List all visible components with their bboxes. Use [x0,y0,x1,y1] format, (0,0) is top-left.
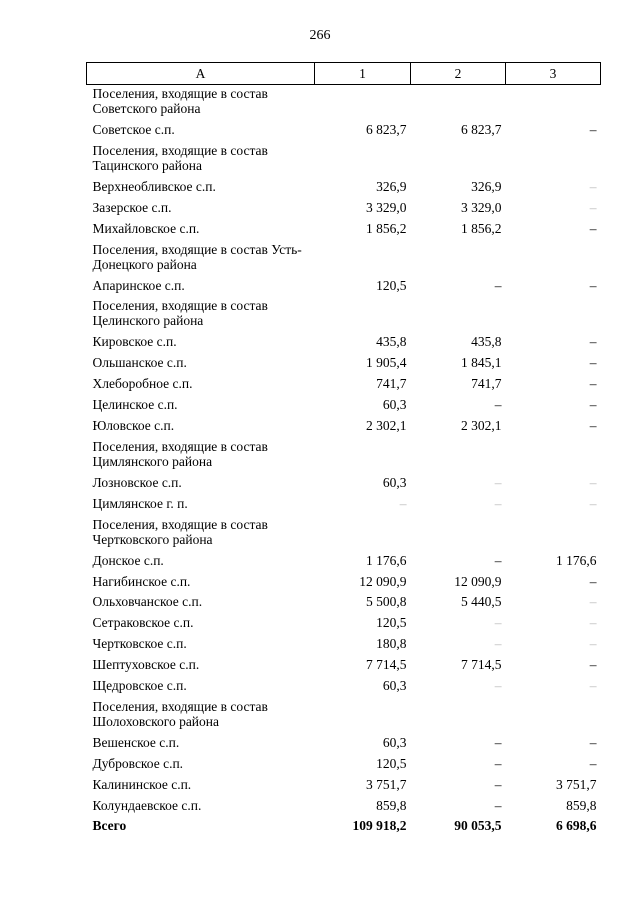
empty-cell [315,142,411,178]
value-col-1: 859,8 [376,797,407,813]
value-col-3: – [589,277,597,293]
value-col-1: 109 918,2 [352,818,407,834]
value-col-3: 859,8 [566,797,597,813]
value-col-2: – [494,678,502,694]
value-col-2: 326,9 [471,178,502,194]
total-label: Всего [92,818,127,834]
empty-cell [411,241,506,277]
value-col-1: 60,3 [382,474,407,490]
settlement-name: Советское с.п. [92,122,175,137]
value-col-3: – [589,755,597,771]
table-row [87,220,601,241]
value-col-2: 435,8 [471,334,502,350]
table-row [87,277,601,298]
header-col-1: 1 [315,63,411,85]
value-col-1: 6 823,7 [366,122,407,137]
settlement-name: Кировское с.п. [92,334,177,350]
table-row [87,333,601,354]
settlement-name: Сетраковское с.п. [92,615,194,631]
value-col-1: 12 090,9 [359,573,407,589]
table-row [87,677,601,698]
district-group-row [87,297,601,333]
empty-cell [411,698,506,734]
value-col-3: – [589,355,597,371]
value-col-1: 180,8 [376,636,407,652]
value-col-3: – [589,657,597,673]
value-col-1: 60,3 [382,678,407,694]
empty-cell [411,297,506,333]
table-row [87,797,601,818]
table-row [87,495,601,516]
empty-cell [411,85,506,122]
value-col-1: 741,7 [376,376,407,392]
data-table [86,62,601,838]
value-col-2: – [494,552,502,568]
empty-cell [315,241,411,277]
table-row [87,178,601,199]
settlement-name: Дубровское с.п. [92,755,184,771]
settlement-name: Апаринское с.п. [92,277,185,293]
district-group-label: Поселения, входящие в состав Чертковского района [92,516,268,547]
value-col-3: – [589,397,597,413]
value-col-3: 1 176,6 [556,552,597,568]
value-col-1: 7 714,5 [366,657,407,673]
value-col-1: 1 856,2 [366,220,407,236]
empty-cell [506,241,601,277]
value-col-2: 3 329,0 [461,199,502,215]
value-col-1: 120,5 [376,277,407,293]
value-col-2: 6 823,7 [461,122,502,137]
district-group-row [87,438,601,474]
settlement-name: Калининское с.п. [92,776,192,792]
table-row [87,734,601,755]
page-number: 266 [309,28,331,43]
value-col-1: 5 500,8 [366,594,407,610]
value-col-3: – [589,573,597,589]
value-col-3: 6 698,6 [556,818,597,834]
value-col-3: 3 751,7 [556,776,597,792]
empty-cell [506,297,601,333]
empty-cell [315,698,411,734]
value-col-3: – [589,376,597,392]
table-row [87,552,601,573]
value-col-1: 1 905,4 [366,355,407,371]
value-col-3: – [589,594,597,610]
settlement-name: Донское с.п. [92,552,164,568]
settlement-name: Ольшанское с.п. [92,355,187,371]
value-col-2: 2 302,1 [461,418,502,434]
value-col-2: – [494,734,502,750]
table-row [87,417,601,438]
value-col-3: – [589,220,597,236]
header-col-3: 3 [506,63,601,85]
header-col-a: А [87,63,315,85]
value-col-1: 120,5 [376,755,407,771]
settlement-name: Целинское с.п. [92,397,178,413]
header-row [87,63,601,85]
value-col-3: – [589,178,597,194]
empty-cell [411,516,506,552]
table-row [87,573,601,594]
value-col-2: 90 053,5 [454,818,502,834]
table-row [87,396,601,417]
value-col-1: 326,9 [376,178,407,194]
table-row [87,121,601,142]
settlement-name: Хлеборобное с.п. [92,376,193,392]
district-group-label: Поселения, входящие в состав Усть-Донецкого района [92,241,302,272]
district-group-label: Поселения, входящие в состав Целинского района [92,298,268,329]
value-col-2: – [494,776,502,792]
empty-cell [506,698,601,734]
table-row [87,776,601,797]
district-group-row [87,85,601,122]
table-row [87,614,601,635]
settlement-name: Юловское с.п. [92,418,175,434]
empty-cell [315,85,411,122]
value-col-2: – [494,474,502,490]
settlement-name: Лозновское с.п. [92,474,182,490]
value-col-1: – [399,495,407,511]
table-row [87,474,601,495]
value-col-1: 120,5 [376,615,407,631]
value-col-3: – [589,334,597,350]
table-row [87,635,601,656]
settlement-name: Михайловское с.п. [92,220,200,236]
table-row [87,199,601,220]
table-row [87,656,601,677]
empty-cell [315,297,411,333]
value-col-2: – [494,277,502,293]
value-col-1: 60,3 [382,397,407,413]
empty-cell [315,516,411,552]
value-col-1: 60,3 [382,734,407,750]
empty-cell [411,142,506,178]
district-group-label: Поселения, входящие в состав Советского района [92,86,268,116]
table-body [87,85,601,839]
table-row [87,593,601,614]
settlement-name: Шептуховское с.п. [92,657,200,673]
district-group-label: Поселения, входящие в состав Шолоховского района [92,698,268,729]
settlement-name: Щедровское с.п. [92,678,187,694]
empty-cell [411,438,506,474]
value-col-3: – [589,678,597,694]
value-col-3: – [589,734,597,750]
value-col-3: – [589,636,597,652]
total-row [87,817,601,838]
value-col-2: 1 856,2 [461,220,502,236]
value-col-1: 2 302,1 [366,418,407,434]
value-col-1: 435,8 [376,334,407,350]
empty-cell [315,438,411,474]
value-col-2: – [494,397,502,413]
value-col-2: – [494,495,502,511]
value-col-2: 1 845,1 [461,355,502,371]
value-col-2: 7 714,5 [461,657,502,673]
value-col-2: – [494,797,502,813]
value-col-2: – [494,615,502,631]
value-col-1: 3 751,7 [366,776,407,792]
value-col-2: 12 090,9 [454,573,502,589]
settlement-name: Верхнеобливское с.п. [92,178,216,194]
value-col-2: – [494,755,502,771]
settlement-name: Нагибинское с.п. [92,573,191,589]
header-col-2: 2 [411,63,506,85]
table-row [87,375,601,396]
table-header [87,63,601,85]
table-row [87,755,601,776]
value-col-3: – [589,474,597,490]
settlement-name: Цимлянское г. п. [92,495,188,511]
settlement-name: Ольховчанское с.п. [92,594,203,610]
value-col-2: 5 440,5 [461,594,502,610]
table-row [87,354,601,375]
empty-cell [506,142,601,178]
settlement-name: Зазерское с.п. [92,199,172,215]
district-group-label: Поселения, входящие в состав Тацинского района [92,142,268,173]
value-col-3: – [589,495,597,511]
value-col-3: – [589,615,597,631]
value-col-3: – [589,199,597,215]
district-group-row [87,241,601,277]
empty-cell [506,438,601,474]
district-group-row [87,142,601,178]
settlement-name: Вешенское с.п. [92,734,180,750]
district-group-label: Поселения, входящие в состав Цимлянского района [92,438,268,469]
value-col-2: – [494,636,502,652]
empty-cell [506,85,601,122]
value-col-1: 3 329,0 [366,199,407,215]
value-col-3: – [589,122,597,137]
value-col-2: 741,7 [471,376,502,392]
empty-cell [506,516,601,552]
district-group-row [87,698,601,734]
value-col-1: 1 176,6 [366,552,407,568]
settlement-name: Чертковское с.п. [92,636,187,652]
district-group-row [87,516,601,552]
value-col-3: – [589,418,597,434]
settlement-name: Колундаевское с.п. [92,797,202,813]
